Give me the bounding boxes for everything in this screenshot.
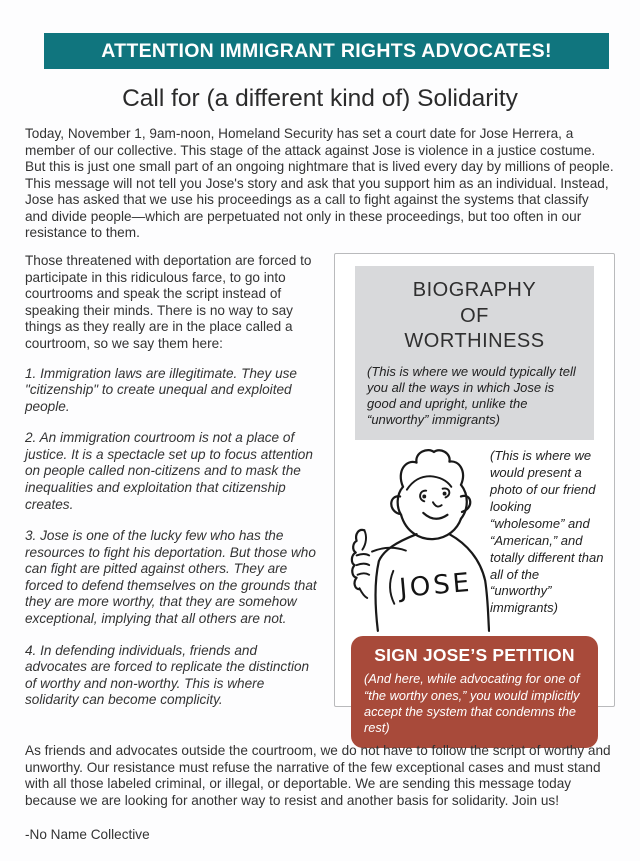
intro-paragraph: Today, November 1, 9am-noon, Homeland Security has set a court date for Jose Herrera, a member of our collective. This stage of the attack against Jose is violence in a justice costume. But this is just one small part of an ongoing nightmare that is lived every day by millions of people. This message will not tell you Jose's story and ask that you support him as an individual. Instead, Jose has asked that we use his proceedings as a call to fight against the systems that classify and divide people—which are perpetuated not only in these proceedings, but too often in our resistance to them. [25,126,614,241]
biography-title-line-3: WORTHINESS [404,330,545,353]
biography-title-line-2: OF [460,304,489,327]
jose-shirt-label: JOSE [398,568,474,605]
cartoon-section [345,444,604,634]
outro-paragraph: As friends and advocates outside the courtroom, we do not have to follow the script of worthy and unworthy. Our resistance must refuse the narrative of the few exceptional cases and must stand with all those labeled criminal, or illegal, or deportable. We are sending this message today because we are looking for another way to resist and another basis for solidarity. Join us! [25,742,611,809]
biography-panel [355,266,594,440]
page-title: Call for (a different kind of) Solidarity [122,85,518,112]
biography-title [367,278,582,355]
manifesto-point-2: 2. An immigration courtroom is not a place of justice. It is a spectacle set up to focus attention on people called non-citizens and to mask the inequalities and exploitation that citizenship creates. [25,430,313,512]
petition-button-label: SIGN JOSE’S PETITION [374,645,575,666]
flyer-page [0,33,640,842]
left-column [25,253,317,724]
petition-button-note: (And here, while advocating for one of “the worthy ones,” you would implicitly accept the system that condemns the rest) [364,671,580,736]
jose-cartoon-drawing [345,444,490,634]
signature: -No Name Collective [25,826,150,842]
photo-placeholder-note: (This is where we would present a photo of our friend looking “wholesome” and “American,” and totally different than all of the “unworthy” immigrants) [490,448,604,616]
sign-petition-button[interactable] [351,636,598,748]
left-column-lead: Those threatened with deportation are forced to participate in this ridiculous farce, to go into courtrooms and speak the script instead of speaking their minds. There is no way to say things as they really are in the place called a courtroom, so we say them here: [25,253,312,351]
biography-title-line-1: BIOGRAPHY [412,279,537,302]
banner [44,33,609,69]
banner-text: ATTENTION IMMIGRANT RIGHTS ADVOCATES! [101,39,552,62]
manifesto-point-1: 1. Immigration laws are illegitimate. They use "citizenship" to create unequal and exploited people. [25,365,297,414]
two-column-section [25,253,615,736]
manifesto-point-4: 4. In defending individuals, friends and advocates are forced to replicate the distinction of worthy and non-worthy. This is where solidarity can become complicity. [25,642,310,708]
worthiness-box [334,253,615,736]
biography-note: (This is where we would typically tell you all the ways in which Jose is good and upright, unlike the “unworthy” immigrants) [367,363,576,428]
manifesto-point-3: 3. Jose is one of the lucky few who has the resources to fight his deportation. But those who can fight are pitted against others. They are forced to defend themselves on the grounds that they are more worthy, that they are somehow exceptional, implying that all others are not. [25,528,317,627]
